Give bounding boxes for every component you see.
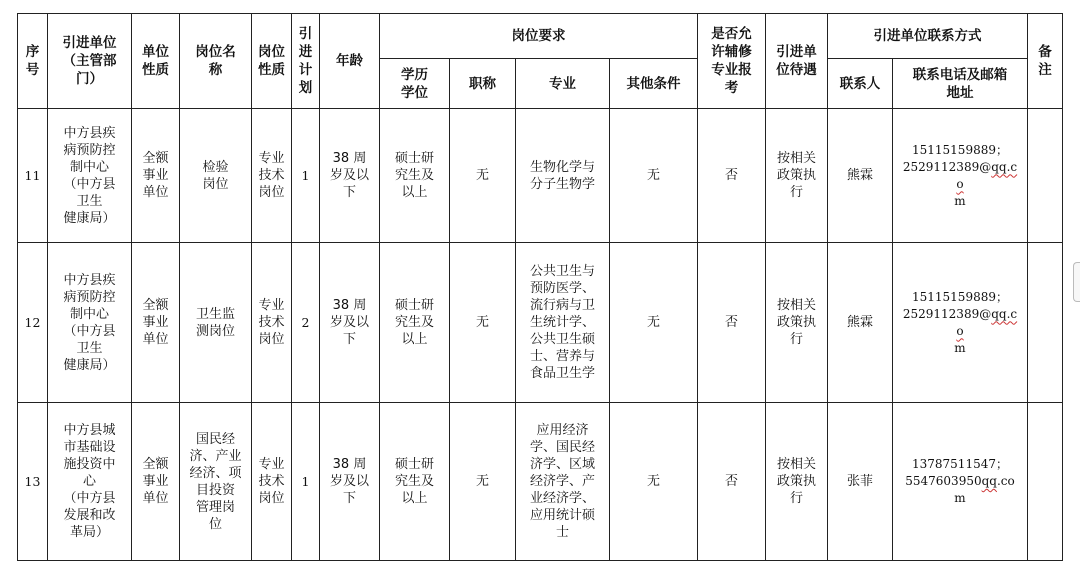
header-treatment: 引进单 位待遇: [766, 14, 828, 109]
cell-unit-nature: 全额 事业 单位: [132, 109, 180, 243]
recruitment-document: [17, 13, 1063, 561]
side-scroll-handle[interactable]: [1073, 262, 1080, 302]
header-other: 其他条件: [610, 59, 698, 109]
cell-position-name: 卫生监 测岗位: [180, 243, 252, 403]
contact-email-prefix: 5547603950: [905, 474, 982, 488]
header-unit-nature: 单位 性质: [132, 14, 180, 109]
cell-minor-allowed: 否: [698, 403, 766, 561]
recruitment-table: [17, 13, 1063, 561]
cell-seq: 12: [18, 243, 48, 403]
cell-major: 应用经济 学、国民经 济学、区域 经济学、产 业经济学、 应用统计硕 士: [516, 403, 610, 561]
cell-plan: 1: [292, 109, 320, 243]
cell-contact-person: 熊霖: [828, 243, 893, 403]
cell-contact-info: [893, 109, 1028, 243]
contact-phone: 15115159889；: [912, 289, 1008, 304]
header-requirements: 岗位要求: [380, 14, 698, 59]
cell-major: 生物化学与 分子生物学: [516, 109, 610, 243]
cell-unit-nature: 全额 事业 单位: [132, 243, 180, 403]
cell-title: 无: [450, 109, 516, 243]
table-row: [18, 109, 1063, 243]
cell-education: 硕士研 究生及 以上: [380, 109, 450, 243]
cell-position-nature: 专业 技术 岗位: [252, 403, 292, 561]
table-row: [18, 403, 1063, 561]
contact-phone: 15115159889；: [912, 142, 1008, 157]
header-minor-allowed: 是否允 许辅修 专业报 考: [698, 14, 766, 109]
header-unit: 引进单位 （主管部 门）: [48, 14, 132, 109]
cell-remark: [1028, 109, 1063, 243]
header-position-name: 岗位名 称: [180, 14, 252, 109]
contact-email-tail: m: [954, 340, 966, 355]
cell-other: 无: [610, 403, 698, 561]
header-contact-person: 联系人: [828, 59, 893, 109]
cell-treatment: 按相关 政策执 行: [766, 403, 828, 561]
cell-plan: 1: [292, 403, 320, 561]
contact-email-tail: m: [954, 193, 966, 208]
cell-age: 38 周 岁及以 下: [320, 243, 380, 403]
table-row: [18, 243, 1063, 403]
cell-age: 38 周 岁及以 下: [320, 109, 380, 243]
cell-education: 硕士研 究生及 以上: [380, 243, 450, 403]
cell-seq: 13: [18, 403, 48, 561]
cell-title: 无: [450, 243, 516, 403]
header-remark: 备 注: [1028, 14, 1063, 109]
contact-phone: 13787511547；: [912, 457, 1008, 471]
cell-treatment: 按相关 政策执 行: [766, 109, 828, 243]
cell-age: 38 周 岁及以 下: [320, 403, 380, 561]
cell-position-name: 国民经 济、产业 经济、项 目投资 管理岗 位: [180, 403, 252, 561]
cell-position-nature: 专业 技术 岗位: [252, 109, 292, 243]
cell-unit: 中方县城 市基础设 施投资中 心 （中方县 发展和改 革局）: [48, 403, 132, 561]
header-title: 职称: [450, 59, 516, 109]
cell-position-nature: 专业 技术 岗位: [252, 243, 292, 403]
cell-position-name: 检验 岗位: [180, 109, 252, 243]
cell-seq: 11: [18, 109, 48, 243]
cell-unit-nature: 全额 事业 单位: [132, 403, 180, 561]
contact-email-prefix: 2529112389@: [902, 159, 992, 174]
cell-minor-allowed: 否: [698, 109, 766, 243]
header-major: 专业: [516, 59, 610, 109]
cell-contact-person: 熊霖: [828, 109, 893, 243]
header-seq: 序 号: [18, 14, 48, 109]
cell-title: 无: [450, 403, 516, 561]
cell-treatment: 按相关 政策执 行: [766, 243, 828, 403]
contact-email-prefix: 2529112389@: [902, 306, 992, 321]
contact-email-domain: qq.co: [956, 306, 1018, 338]
cell-plan: 2: [292, 243, 320, 403]
contact-email-tail: .com: [954, 474, 1015, 505]
cell-remark: [1028, 403, 1063, 561]
header-education: 学历 学位: [380, 59, 450, 109]
cell-major: 公共卫生与 预防医学、 流行病与卫 生统计学、 公共卫生硕 士、营养与 食品卫生学: [516, 243, 610, 403]
contact-email-domain: qq.co: [956, 159, 1018, 191]
header-position-nature: 岗位 性质: [252, 14, 292, 109]
header-age: 年龄: [320, 14, 380, 109]
contact-email-domain: qq: [981, 474, 997, 488]
cell-unit: 中方县疾 病预防控 制中心 （中方县 卫生 健康局）: [48, 109, 132, 243]
header-contact-info: 联系电话及邮箱 地址: [893, 59, 1028, 109]
cell-contact-info: [893, 243, 1028, 403]
cell-remark: [1028, 243, 1063, 403]
cell-unit: 中方县疾 病预防控 制中心 （中方县 卫生 健康局）: [48, 243, 132, 403]
cell-other: 无: [610, 243, 698, 403]
cell-contact-info: [893, 403, 1028, 561]
cell-minor-allowed: 否: [698, 243, 766, 403]
cell-education: 硕士研 究生及 以上: [380, 403, 450, 561]
header-contact-group: 引进单位联系方式: [828, 14, 1028, 59]
cell-contact-person: 张菲: [828, 403, 893, 561]
cell-other: 无: [610, 109, 698, 243]
header-plan: 引 进 计 划: [292, 14, 320, 109]
